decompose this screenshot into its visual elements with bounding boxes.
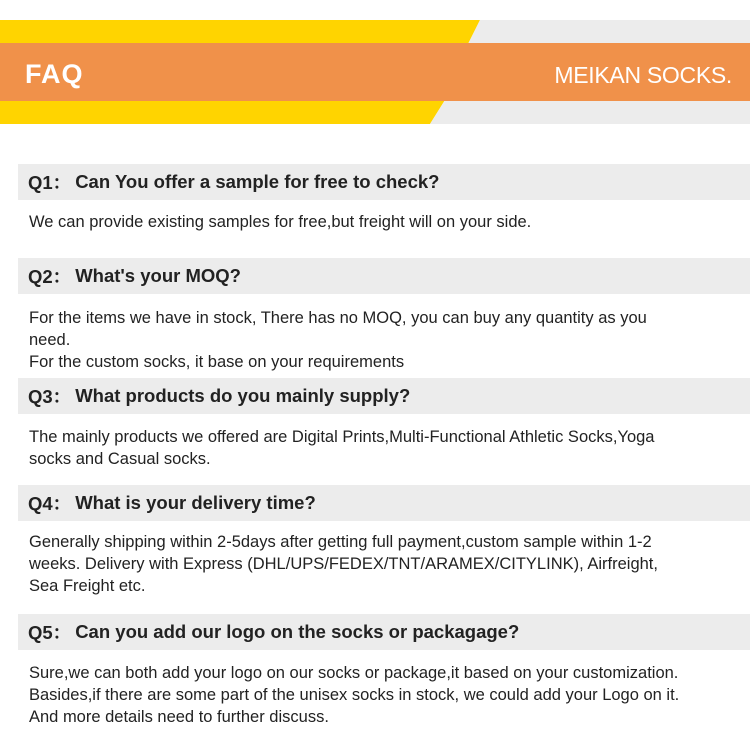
answer-text [18,521,750,614]
question-number: Q2： [28,266,72,287]
faq-item [18,258,750,378]
answer-line: weeks. Delivery with Express (DHL/UPS/FEDEX/TNT/ARAMEX/CITYLINK), Airfreight, [29,555,658,573]
answer-text [18,650,750,732]
question-text: What is your delivery time? [75,492,316,513]
answer-text [18,294,750,378]
answer-line: Sure,we can both add your logo on our socks or package,it based on your customization. [29,664,679,682]
answer-line: We can provide existing samples for free,but freight will on your side. [29,213,532,231]
question-text: What's your MOQ? [75,265,241,286]
banner-grey-stripe-bottom [430,100,750,124]
question-number: Q1： [28,172,72,193]
question-bar [18,614,750,650]
answer-text [18,414,750,485]
faq-item [18,614,750,732]
answer-line: Generally shipping within 2-5days after getting full payment,custom sample within 1-2 [29,533,652,551]
question-number: Q5： [28,622,72,643]
question-bar [18,485,750,521]
question-bar [18,258,750,294]
faq-item [18,485,750,614]
answer-line: need. [29,331,71,349]
question-bar [18,378,750,414]
faq-item [18,164,750,258]
brand-name: MEIKAN SOCKS. [554,62,732,88]
answer-line: For the custom socks, it base on your requirements [29,353,405,371]
page-title: FAQ [25,59,84,89]
answer-line: socks and Casual socks. [29,450,211,468]
answer-line: For the items we have in stock, There has no MOQ, you can buy any quantity as you [29,309,647,327]
faq-item [18,378,750,485]
faq-banner [0,0,750,125]
answer-text [18,200,750,258]
question-number: Q3： [28,386,72,407]
faq-list [18,164,750,732]
question-number: Q4： [28,493,72,514]
question-text: Can you add our logo on the socks or packagage? [75,621,520,642]
answer-line: And more details need to further discuss. [29,708,329,726]
answer-line: The mainly products we offered are Digital Prints,Multi-Functional Athletic Socks,Yoga [29,428,655,446]
question-bar [18,164,750,200]
answer-line: Sea Freight etc. [29,577,146,595]
banner-yellow-stripe-bottom [0,100,445,124]
question-text: Can You offer a sample for free to check? [75,171,440,192]
banner-yellow-stripe-top [0,20,480,44]
answer-line: Basides,if there are some part of the unisex socks in stock, we could add your Logo on it. [29,686,680,704]
banner-grey-stripe-top [468,20,750,44]
question-text: What products do you mainly supply? [75,385,411,406]
